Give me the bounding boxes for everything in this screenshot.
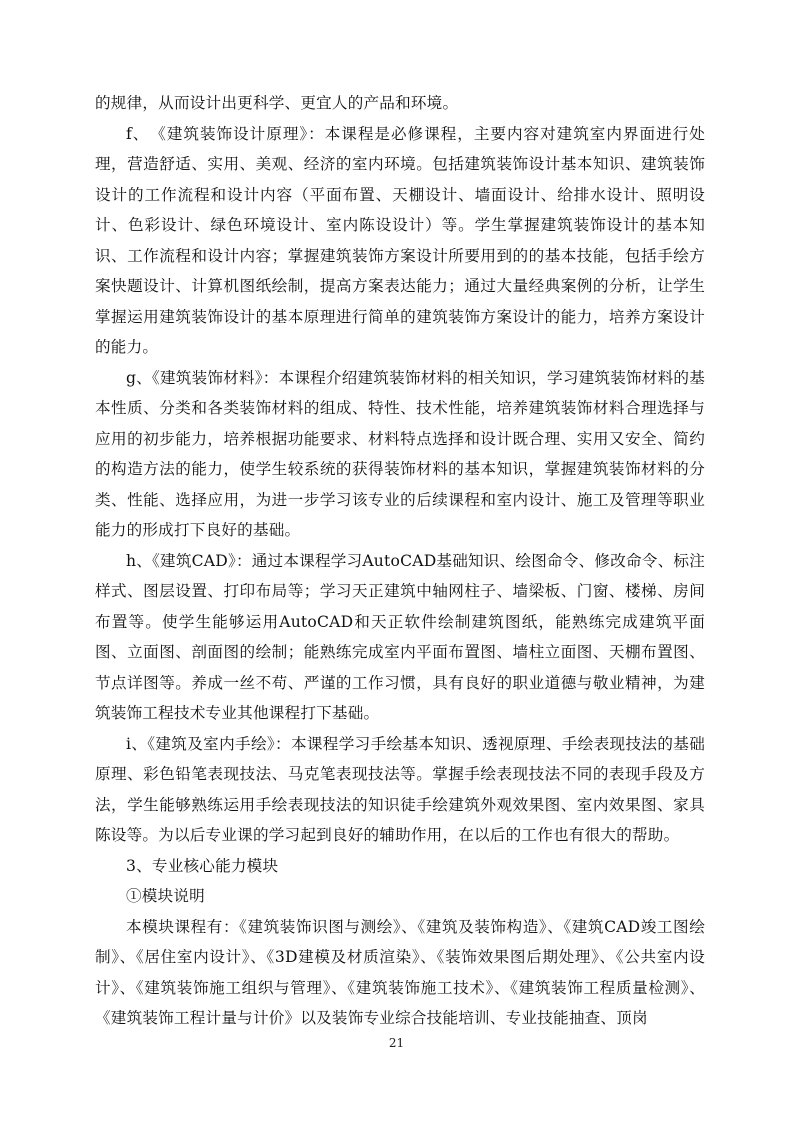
subsection-heading: ①模块说明 — [126, 887, 205, 905]
paragraph-course-h: h、《建筑CAD》：通过本课程学习AutoCAD基础知识、绘图命令、修改命令、标注样式、图层设置、打印布局等；学习天正建筑中轴网柱子、墙梁板、门窗、楼梯、房间布置等。使学生能够运用AutoCAD和天正软件绘制建筑图纸，能熟练完成建筑平面图、立面图、剖面图的绘制；能熟练完成室内平面布置图、墙柱立面图、天棚布置图、节点详图等。养成一丝不苟、严谨的工作习惯，具有良好的职业道德与敬业精神，为建筑装饰工程技术专业其他课程打下基础。 — [95, 551, 705, 722]
paragraph-course-g: g、《建筑装饰材料》：本课程介绍建筑装饰材料的相关知识，学习建筑装饰材料的基本性质、分类和各类装饰材料的组成、特性、技术性能，培养建筑装饰材料合理选择与应用的初步能力，培养根据功能要求、材料特点选择和设计既合理、实用又安全、简约的构造方法的能力，使学生较系统的获得装饰材料的基本知识，掌握建筑装饰材料的分类、性能、选择应用，为进一步学习该专业的后续课程和室内设计、施工及管理等职业能力的形成打下良好的基础。 — [95, 368, 705, 539]
paragraph-course-i: i、《建筑及室内手绘》：本课程学习手绘基本知识、透视原理、手绘表现技法的基础原理、彩色铅笔表现技法、马克笔表现技法等。掌握手绘表现技法不同的表现手段及方法，学生能够熟练运用手绘表现技法的知识徒手绘建筑外观效果图、室内效果图、家具陈设等。为以后专业课的学习起到良好的辅助作用，在以后的工作也有很大的帮助。 — [95, 734, 705, 844]
page-number: 21 — [388, 1036, 405, 1050]
body-text — [95, 88, 705, 1034]
paragraph-course-f: f、 《建筑装饰设计原理》：本课程是必修课程，主要内容对建筑室内界面进行处理，营造舒适、实用、美观、经济的室内环境。包括建筑装饰设计基本知识、建筑装饰设计的工作流程和设计内容（平面布置、天棚设计、墙面设计、给排水设计、照明设计、色彩设计、绿色环境设计、室内陈设设计）等。学生掌握建筑装饰设计的基本知识、工作流程和设计内容；掌握建筑装饰方案设计所要用到的的基本技能，包括手绘方案快题设计、计算机图纸绘制，提高方案表达能力；通过大量经典案例的分析，让学生掌握运用建筑装饰设计的基本原理进行简单的建筑装饰方案设计的能力，培养方案设计的能力。 — [95, 124, 705, 356]
section-heading: 3、专业核心能力模块 — [126, 856, 279, 875]
paragraph-continuation: 的规律，从而设计出更科学、更宜人的产品和环境。 — [95, 94, 459, 112]
paragraph-module-courses: 本模块课程有：《建筑装饰识图与测绘》、《建筑及装饰构造》、《建筑CAD竣工图绘制》、《居住室内设计》、《3D建模及材质渲染》、《装饰效果图后期处理》、《公共室内设计》、《建筑装饰施工组织与管理》、《建筑装饰施工技术》、《建筑装饰工程质量检测》、《建筑装饰工程计量与计价》以及装饰专业综合技能培训、专业技能抽查、顶岗 — [95, 917, 705, 1027]
